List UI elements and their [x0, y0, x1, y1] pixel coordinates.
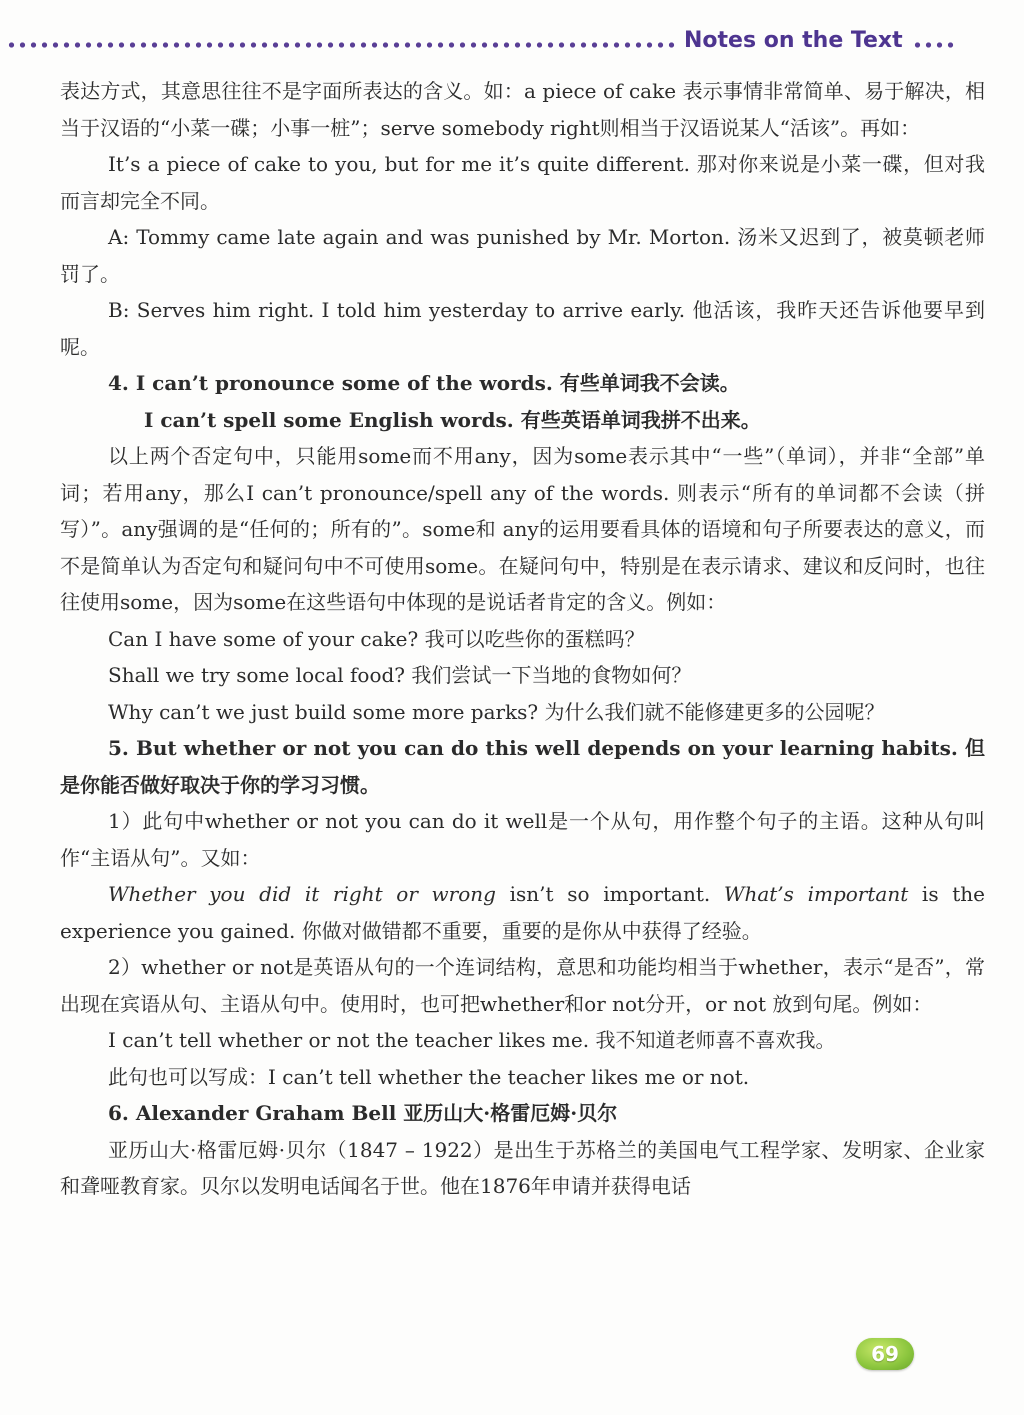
- text-segment: Whether you did it right or wrong: [108, 882, 496, 906]
- text-segment: I can’t tell whether or not the teacher likes me. 我不知道老师喜不喜欢我。: [108, 1028, 836, 1052]
- text-segment: What’s important: [723, 882, 909, 906]
- text-segment: 表达方式，其意思往往不是字面所表达的含义。如：a piece of cake 表示事情非常简单、易于解决，相当于汉语的“小菜一碟；小事一桩”；serve somebody right则相当于汉语说某人“活该”。再如：: [60, 79, 985, 140]
- dotted-rule-right: [912, 41, 956, 49]
- text-segment: A: Tommy came late again and was punished by Mr. Morton. 汤米又迟到了，被莫顿老师罚了。: [60, 225, 985, 286]
- paragraph: [60, 1132, 985, 1205]
- text-segment: I can’t spell some English words. 有些英语单词我拼不出来。: [144, 407, 761, 432]
- paragraph: [60, 694, 985, 731]
- paragraph: [60, 730, 985, 803]
- text-segment: It’s a piece of cake to you, but for me it’s quite different. 那对你来说是小菜一碟，但对我而言却完全不同。: [60, 152, 985, 213]
- paragraph: [60, 1095, 985, 1132]
- text-segment: is the experience you gained. 你做对做错都不重要，重要的是你从中获得了经验。: [60, 882, 986, 943]
- text-segment: Shall we try some local food? 我们尝试一下当地的食物如何？: [108, 663, 692, 687]
- text-segment: 1）此句中whether or not you can do it well是一个从句，用作整个句子的主语。这种从句叫作“主语从句”。又如：: [60, 809, 985, 870]
- paragraph: [60, 438, 985, 621]
- paragraph: [60, 803, 985, 876]
- paragraph: [60, 73, 985, 146]
- paragraph: [60, 657, 985, 694]
- paragraph: [60, 1022, 985, 1059]
- paragraph: [60, 146, 985, 219]
- paragraph: [60, 365, 985, 402]
- paragraph: [60, 292, 985, 365]
- paragraph: [60, 402, 985, 439]
- page-number-badge: 69: [856, 1338, 914, 1370]
- dotted-rule-left: [6, 41, 676, 49]
- text-segment: 以上两个否定句中，只能用some而不用any，因为some表示其中“一些”（单词），并非“全部”单词；若用any，那么I can’t pronounce/spell any of the words. 则表示“所有的单词都不会读（拼写）”。any强调的是“任何的；所有的”。some和 any的运用要看具体的语境和句子所要表达的意义，而不是简单认为否定句和疑问句中不可使用some。在疑问句中，特别是在表示请求、建议和反问时，也往往使用some，因为some在这些语句中体现的是说话者肯定的含义。例如：: [60, 444, 985, 614]
- text-segment: Why can’t we just build some more parks? 为什么我们就不能修建更多的公园呢？: [108, 699, 885, 724]
- body-text: [60, 73, 985, 1205]
- text-segment: 2）whether or not是英语从句的一个连词结构，意思和功能均相当于whether，表示“是否”，常出现在宾语从句、主语从句中。使用时，也可把whether和or not分开，or not 放到句尾。例如：: [60, 955, 985, 1016]
- paragraph: [60, 1059, 985, 1096]
- text-segment: 此句也可以写成：I can’t tell whether the teacher likes me or not.: [108, 1064, 750, 1089]
- paragraph: [60, 621, 985, 658]
- text-segment: 6. Alexander Graham Bell 亚历山大·格雷厄姆·贝尔: [108, 1101, 618, 1125]
- text-segment: 4. I can’t pronounce some of the words. 有些单词我不会读。: [108, 371, 740, 395]
- text-segment: 亚历山大·格雷厄姆·贝尔（1847 – 1922）是出生于苏格兰的美国电气工程学家、发明家、企业家和聋哑教育家。贝尔以发明电话闻名于世。他在1876年申请并获得电话: [60, 1137, 985, 1198]
- paragraph: [60, 219, 985, 292]
- text-segment: 5. But whether or not you can do this well depends on your learning habits. 但是你能否做好取决于你的学习习惯。: [60, 736, 985, 797]
- paragraph: [60, 876, 985, 949]
- text-segment: B: Serves him right. I told him yesterday to arrive early. 他活该，我昨天还告诉他要早到呢。: [60, 298, 985, 359]
- section-title: Notes on the Text: [684, 28, 903, 53]
- page-header: [0, 24, 1024, 64]
- text-segment: isn’t so important.: [495, 882, 724, 906]
- text-segment: Can I have some of your cake? 我可以吃些你的蛋糕吗？: [108, 626, 645, 651]
- paragraph: [60, 949, 985, 1022]
